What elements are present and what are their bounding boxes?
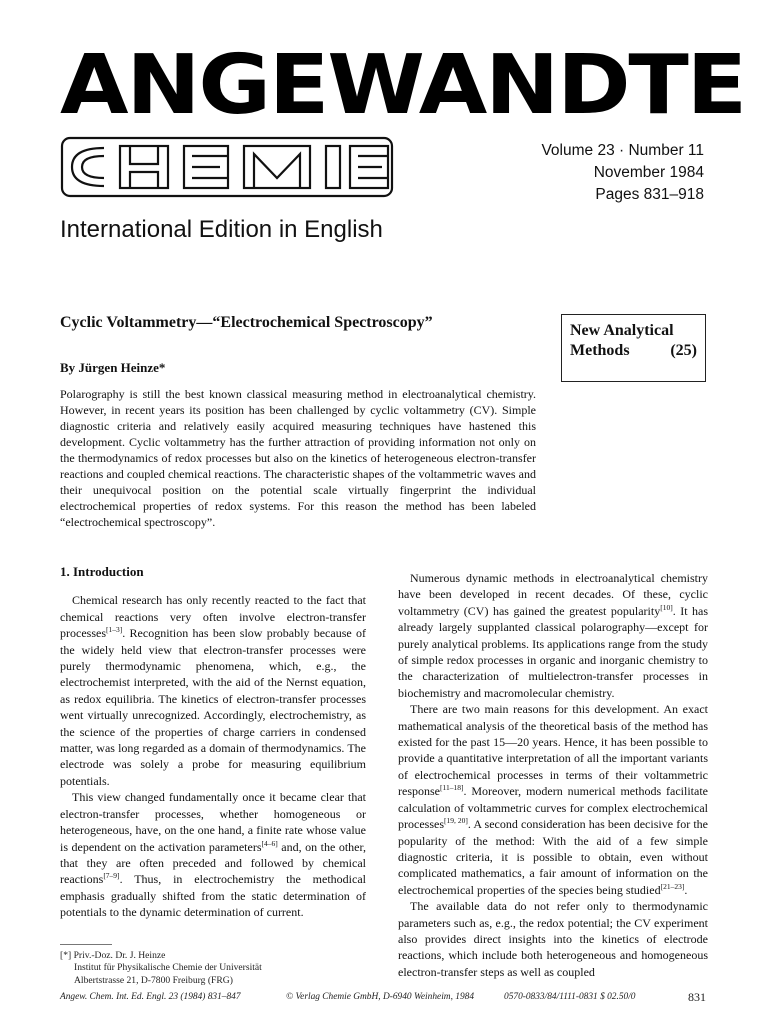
paragraph: The available data do not refer only to thermodynamic parameters such as, e.g., the redox potential; the CV experiment also provides direct insights into the kinetics of electrode reactions, which include both heterogeneous and homogeneous electron-transfer steps as well as coupled (398, 899, 708, 979)
footnote-line: [*] Priv.-Doz. Dr. J. Heinze (60, 950, 166, 961)
reference-mark: [4–6] (261, 838, 278, 848)
footnote-rule (60, 944, 112, 945)
paragraph: This view changed fundamentally once it became clear that electron-transfer processes, whether homogeneous or heterogeneous, have, on the one hand, a finite rate whose value is dependent on the activation parameters[4–6] and, on the other, that they are often preceded and followed by chemical reactions[7–9]. Thus, in electrochemistry the methodical emphasis gradually shifted from the static determination of potentials to the dynamic determination of current. (60, 790, 366, 920)
reference-mark: [19, 20] (443, 816, 468, 826)
reference-mark: [21–23] (660, 881, 685, 891)
series-label-line2: Methods (570, 342, 630, 359)
reference-mark: [10] (660, 602, 673, 612)
paragraph: Numerous dynamic methods in electroanalytical chemistry have been developed in recent decades. Of these, cyclic voltammetry (CV) has gained the greatest popularity[10]. It has already largely supplanted classical polarography—except for purely analytical problems. Its applications range from the study of simple redox processes in organic and inorganic chemistry to the characterization of multielectron-transfer processes in biochemistry and macromolecular chemistry. (398, 571, 709, 700)
footer-citation: Angew. Chem. Int. Ed. Engl. 23 (1984) 831–847 (60, 992, 241, 1002)
reference-mark: [1–3] (105, 625, 123, 635)
page-range: Pages 831–918 (595, 186, 704, 203)
footer-code: 0570-0833/84/1111-0831 $ 02.50/0 (504, 992, 636, 1002)
chemie-logo (60, 134, 400, 200)
left-column (60, 564, 366, 921)
issue-info (541, 140, 704, 206)
edition-title: International Edition in English (60, 216, 383, 243)
page-number: 831 (688, 990, 706, 1004)
footnote-line: Institut für Physikalische Chemie der Universität (74, 962, 262, 974)
series-number: (25) (670, 342, 697, 359)
series-label-line1: New Analytical (570, 322, 674, 339)
issue-date: November 1984 (593, 164, 704, 181)
article-title: Cyclic Voltammetry—“Electrochemical Spectroscopy” (60, 314, 433, 331)
journal-masthead: ANGEWANDTE (60, 38, 746, 133)
volume-number: Volume 23 · Number 11 (541, 142, 704, 159)
series-box (561, 314, 706, 382)
section-heading: 1. Introduction (60, 564, 144, 579)
paragraph: There are two main reasons for this development. An exact mathematical analysis of the theoretical basis of the method has existed for the past 15—20 years. Hence, it has been possible to provide a quantitative interpretation of all the important variants of electrochemical processes in terms of their voltammetric response[11–18]. Moreover, modern numerical methods facilitate calculation of voltammetric curves for complex electrochemical processes[19, 20]. A second consideration has been decisive for the popularity of the method: With the aid of a few simple diagnostic criteria, it is possible to obtain, even without complicated mathematics, a fair amount of information on the electrochemical properties of the species being studied[21–23]. (398, 702, 708, 897)
author-footnote (60, 950, 360, 987)
paragraph: Chemical research has only recently reacted to the fact that chemical reactions very often involve electron-transfer processes[1–3]. Recognition has been slow probably because of the widely held view that electron-transfer processes were purely thermodynamic phenomena, which, e.g., the electrochemist interpreted, with the aid of the Nernst equation, as redox equilibria. The kinetics of electron-transfer processes went virtually unrecognized. Accordingly, electrochemistry, as the science of the properties of charge carriers in condensed matter, was long regarded as a domain of thermodynamics. The electrode was solely a probe for measuring equilibrium potentials. (60, 593, 366, 788)
reference-mark: [11–18] (440, 783, 464, 793)
author-byline: By Jürgen Heinze* (60, 360, 166, 375)
footer-publisher: © Verlag Chemie GmbH, D-6940 Weinheim, 1984 (286, 992, 475, 1002)
right-column (398, 570, 708, 980)
footnote-line: Albertstrasse 21, D-7800 Freiburg (FRG) (74, 974, 233, 986)
abstract: Polarography is still the best known classical measuring method in electroanalytical chemistry. However, in recent years its position has been challenged by cyclic voltammetry (CV). Simple diagnostic criteria and relatively easily acquired measuring techniques have hastened this development. Cyclic voltammetry has the further attraction of providing information not only on the thermodynamics of redox processes but also on the kinetics of heterogeneous electron-transfer reactions and coupled chemical reactions. The characteristic shapes of the voltammetric waves and their unequivocal position on the potential scale virtually fingerprint the individual electrochemical properties of redox systems. For this reason the method has been labeled “electrochemical spectroscopy”. (60, 387, 536, 529)
reference-mark: [7–9] (103, 871, 120, 881)
